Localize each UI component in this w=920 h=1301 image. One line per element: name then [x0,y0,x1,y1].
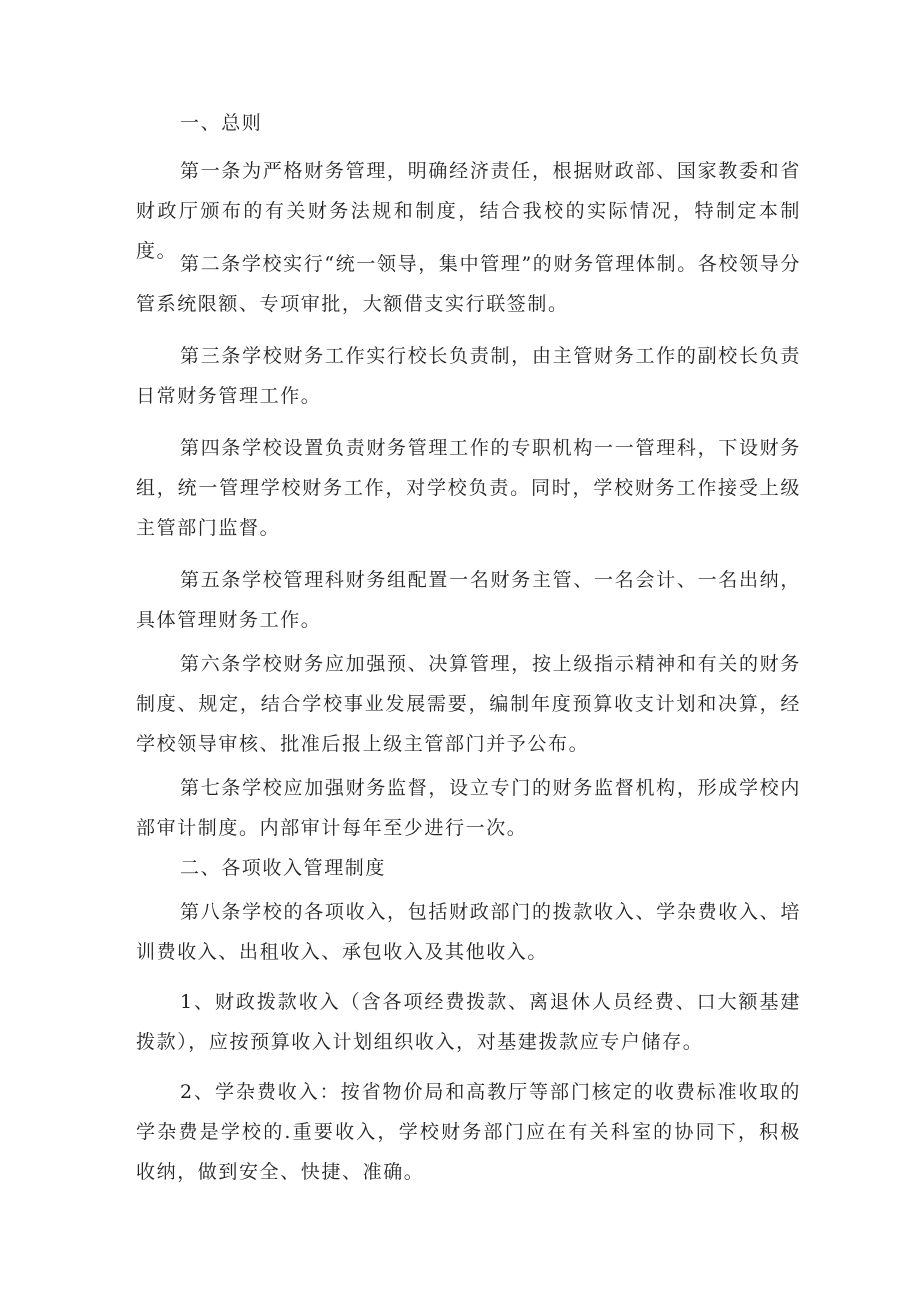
article-8-paragraph: 第八条学校的各项收入，包括财政部门的拨款收入、学杂费收入、培训费收入、出租收入、承包收入及其他收入。 [136,901,801,963]
section-heading-general: 一、总则 [180,112,263,134]
article-4-paragraph: 第四条学校设置负责财务管理工作的专职机构一一管理科，下设财务组，统一管理学校财务工作，对学校负责。同时，学校财务工作接受上级主管部门监督。 [136,437,801,539]
article-6-paragraph: 第六条学校财务应加强预、决算管理，按上级指示精神和有关的财务制度、规定，结合学校事业发展需要，编制年度预算收支计划和决算，经学校领导审核、批准后报上级主管部门并予公布。 [136,653,801,755]
income-item-2-paragraph: 2、学杂费收入：按省物价局和高教厅等部门核定的收费标准收取的学杂费是学校的.重要收入，学校财务部门应在有关科室的协同下，积极收纳，做到安全、快捷、准确。 [136,1081,801,1183]
article-1-paragraph: 第一条为严格财务管理，明确经济责任，根据财政部、国家教委和省财政厅颁布的有关财务法规和制度，结合我校的实际情况，特制定本制度。 [136,160,801,262]
article-7-paragraph: 第七条学校应加强财务监督，设立专门的财务监督机构，形成学校内部审计制度。内部审计每年至少进行一次。 [136,777,801,839]
section-heading-income: 二、各项收入管理制度 [180,857,387,879]
article-3-paragraph: 第三条学校财务工作实行校长负责制，由主管财务工作的副校长负责日常财务管理工作。 [136,345,801,407]
income-item-1-paragraph: 1、财政拨款收入（含各项经费拨款、离退休人员经费、口大额基建拨款），应按预算收入计划组织收入，对基建拨款应专户储存。 [136,991,801,1053]
article-5-paragraph: 第五条学校管理科财务组配置一名财务主管、一名会计、一名出纳，具体管理财务工作。 [136,569,801,631]
article-2-paragraph: 第二条学校实行“统一领导，集中管理”的财务管理体制。各校领导分管系统限额、专项审批，大额借支实行联签制。 [136,253,801,315]
